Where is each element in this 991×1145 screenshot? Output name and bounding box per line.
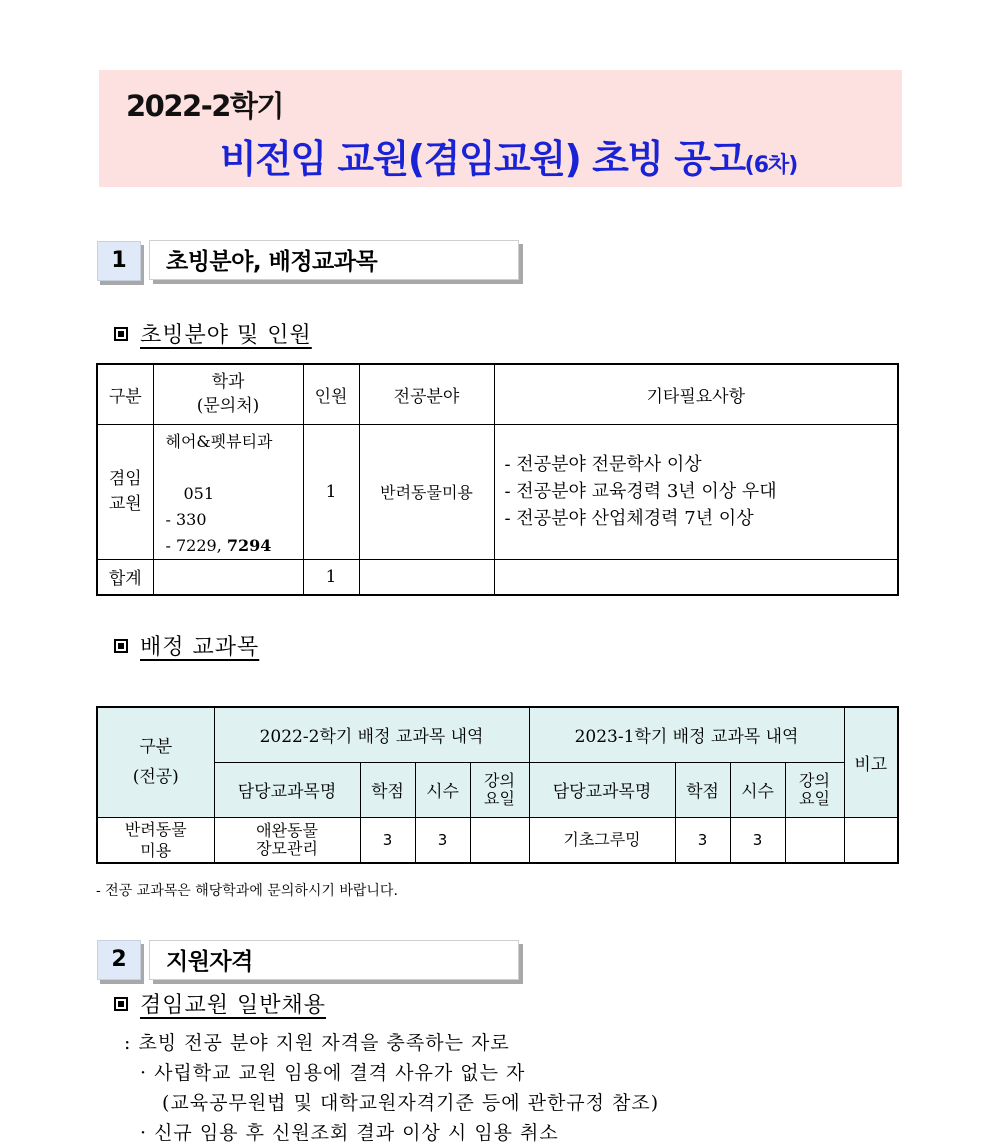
cell-subject-2: 기초그루밍 xyxy=(529,817,675,863)
cell-hours-1: 3 xyxy=(415,817,470,863)
subjects-table xyxy=(96,706,899,864)
cell-subject-1: 애완동물 장모관리 xyxy=(214,817,360,863)
header-day: 강의 요일 xyxy=(470,762,529,817)
header-remarks: 비고 xyxy=(844,707,898,817)
header-hours: 시수 xyxy=(415,762,470,817)
header-subject: 담당교과목명 xyxy=(214,762,360,817)
note-line: - 전공분야 산업체경력 7년 이상 xyxy=(504,508,754,529)
subheading-eligibility xyxy=(114,988,326,1019)
dept-name: 헤어&펫뷰티과 xyxy=(165,431,273,451)
total-empty xyxy=(359,559,494,595)
cell-category: 겸임 교원 xyxy=(97,424,153,559)
total-empty xyxy=(153,559,303,595)
term-label: 2022-2학기 xyxy=(126,89,283,123)
total-label: 합계 xyxy=(97,559,153,595)
header-subject: 담당교과목명 xyxy=(529,762,675,817)
page-title-round: (6차) xyxy=(744,153,798,178)
eligibility-line: (교육공무원법 및 대학교원자격기준 등에 관한규정 참조) xyxy=(162,1092,660,1114)
section-1-number: 1 xyxy=(97,241,141,281)
cell-credit-1: 3 xyxy=(360,817,415,863)
header-term-2: 2023-1학기 배정 교과목 내역 xyxy=(529,707,844,762)
header-dept: 학과 (문의처) xyxy=(153,364,303,424)
cell-remarks xyxy=(844,817,898,863)
cell-category: 반려동물 미용 xyxy=(97,817,214,863)
square-bullet-icon xyxy=(114,327,128,341)
total-empty xyxy=(494,559,898,595)
table-header-row xyxy=(97,707,898,762)
table-row xyxy=(97,817,898,863)
positions-table xyxy=(96,363,899,596)
note-line: - 전공분야 교육경력 3년 이상 우대 xyxy=(504,481,777,502)
header-category: 구분 (전공) xyxy=(97,707,214,817)
table-row xyxy=(97,424,898,559)
cell-day-1 xyxy=(470,817,529,863)
subheading-text: 초빙분야 및 인원 xyxy=(140,323,312,348)
header-major: 전공분야 xyxy=(359,364,494,424)
table-header-row xyxy=(97,364,898,424)
section-2-title: 지원자격 xyxy=(149,940,519,980)
square-bullet-icon xyxy=(114,639,128,653)
dept-phone-3: - 7229, 7294 xyxy=(165,535,272,555)
header-term-1: 2022-2학기 배정 교과목 내역 xyxy=(214,707,529,762)
dept-phone-2: - 330 xyxy=(165,509,207,529)
eligibility-line: · 사립학교 교원 임용에 결격 사유가 없는 자 xyxy=(140,1062,526,1084)
cell-count: 1 xyxy=(303,424,359,559)
section-2-number: 2 xyxy=(97,940,141,980)
header-notes: 기타필요사항 xyxy=(494,364,898,424)
page-title xyxy=(220,128,797,183)
page-title-main: 비전임 교원(겸임교원) 초빙 공고 xyxy=(220,137,745,181)
total-count: 1 xyxy=(303,559,359,595)
header-category: 구분 xyxy=(97,364,153,424)
eligibility-line: : 초빙 전공 분야 지원 자격을 충족하는 자로 xyxy=(124,1032,510,1054)
dept-phone-1: 051 xyxy=(183,483,215,503)
cell-notes xyxy=(494,424,898,559)
subheading-positions xyxy=(114,318,312,349)
square-bullet-icon xyxy=(114,997,128,1011)
cell-dept xyxy=(153,424,303,559)
section-1-title: 초빙분야, 배정교과목 xyxy=(149,240,519,280)
table-subheader-row xyxy=(97,762,898,817)
total-row xyxy=(97,559,898,595)
subheading-text: 겸임교원 일반채용 xyxy=(140,993,327,1018)
subheading-subjects xyxy=(114,630,259,661)
header-count: 인원 xyxy=(303,364,359,424)
cell-day-2 xyxy=(785,817,844,863)
header-day: 강의 요일 xyxy=(785,762,844,817)
subheading-text: 배정 교과목 xyxy=(140,635,260,660)
cell-major: 반려동물미용 xyxy=(359,424,494,559)
header-credit: 학점 xyxy=(360,762,415,817)
cell-hours-2: 3 xyxy=(730,817,785,863)
note-line: - 전공분야 전문학사 이상 xyxy=(504,454,702,475)
cell-credit-2: 3 xyxy=(675,817,730,863)
eligibility-line: · 신규 임용 후 신원조회 결과 이상 시 임용 취소 xyxy=(140,1122,559,1144)
header-hours: 시수 xyxy=(730,762,785,817)
footnote: - 전공 교과목은 해당학과에 문의하시기 바랍니다. xyxy=(96,883,398,899)
header-credit: 학점 xyxy=(675,762,730,817)
